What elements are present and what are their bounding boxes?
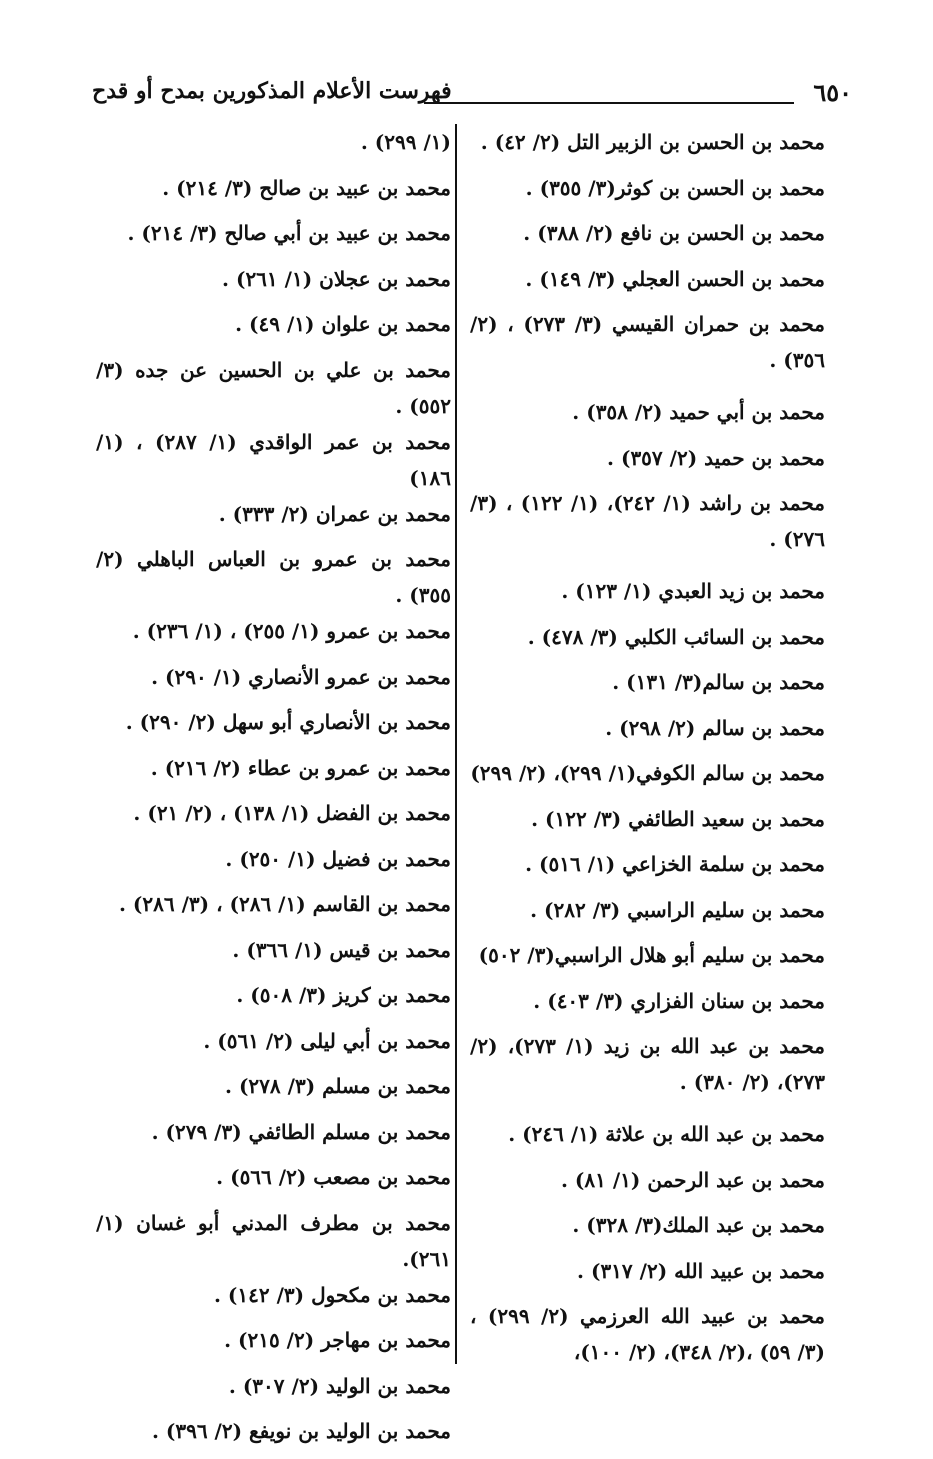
index-entry: محمد بن الحسن العجلي (٣/ ١٤٩) . [525,266,825,291]
index-entry: محمد بن سالم(٣/ ١٣١) . [612,670,825,694]
index-entry: محمد بن السائب الكلبي (٣/ ٤٧٨) . [527,624,825,649]
index-entry: (١/ ٢٩٩) . [360,130,451,154]
page-number: ٦٥٠ [813,78,852,107]
index-entry: محمد بن قيس (١/ ٣٦٦) . [232,937,451,962]
index-entry: محمد بن علوان (١/ ٤٩) . [235,312,451,336]
index-entry: محمد بن عمرو الأنصاري (١/ ٢٩٠) . [151,664,451,689]
index-entry: محمد بن مصعب (٢/ ٥٦٦) . [216,1165,451,1189]
index-entry: محمد بن مسلم الطائفي (٣/ ٢٧٩) . [151,1119,451,1144]
index-entry: محمد بن الفضل (١/ ١٣٨) ، (٢/ ٢١) . [133,801,451,825]
index-entry: محمد بن عمران (٢/ ٣٣٣) . [218,501,451,526]
index-entry: محمد بن عمر الواقدي (١/ ٢٨٧) ، (١/ ١٨٦) [96,429,451,490]
running-title: فهرست الأعلام المذكورين بمدح أو قدح [92,78,452,104]
index-entry: محمد بن سنان الفزاري (٣/ ٤٠٣) . [533,988,825,1013]
index-entry: محمد بن سالم (٢/ ٢٩٨) . [605,715,825,740]
index-entry: محمد بن سليم الراسبي (٣/ ٢٨٢) . [530,897,825,922]
index-entry: محمد بن الوليد (٢/ ٣٠٧) . [228,1373,451,1398]
index-entry: محمد بن زيد العبدي (١/ ١٢٣) . [561,579,825,603]
page-header [92,78,852,120]
index-entry: محمد بن مهاجر (٢/ ٢١٥) . [224,1328,451,1352]
index-entry: محمد بن مطرف المدني أبو غسان (١/ ٢٦١). [96,1210,451,1271]
index-entry: محمد بن عبيد الله العرزمي (٢/ ٢٩٩) ، (٣/ ٥٩) ،(٢/ ٣٤٨)، (٢/ ١٠٠)، [470,1304,825,1364]
index-entry: محمد بن حمران القيسي (٣/ ٢٧٣) ، (٢/ ٣٥٦) . [470,312,825,372]
index-entry: محمد بن فضيل (١/ ٢٥٠) . [225,846,451,871]
index-entry: محمد بن عبد الملك(٣/ ٣٢٨) . [572,1213,825,1237]
index-entry: محمد بن الحسن بن نافع (٢/ ٣٨٨) . [523,221,825,245]
index-entry: محمد بن سعيد الطائفي (٣/ ١٢٢) . [531,806,825,831]
index-entry: محمد بن عبيد بن أبي صالح (٣/ ٢١٤) . [127,221,451,245]
index-entry: محمد بن الوليد بن نويفع (٢/ ٣٩٦) . [151,1419,451,1443]
index-column-right [470,124,825,1386]
index-entry: محمد بن عبيد بن صالح (٣/ ٢١٤) . [162,175,451,200]
index-entry: محمد بن عبد الله بن علاثة (١/ ٢٤٦) . [508,1122,825,1146]
index-entry: محمد بن مكحول (٣/ ١٤٢) . [213,1282,451,1307]
index-entry: محمد بن أبي حميد (٢/ ٣٥٨) . [572,400,825,424]
index-entry: محمد بن الأنصاري أبو سهل (٢/ ٢٩٠) . [125,710,451,734]
index-entry: محمد بن عمرو بن عطاء (٢/ ٢١٦) . [150,755,451,780]
index-entry: محمد بن عبد الرحمن (١/ ٨١) . [561,1167,825,1192]
index-entry: محمد بن الحسن بن الزبير التل (٢/ ٤٢) . [480,130,825,154]
index-entry: محمد بن القاسم (١/ ٢٨٦) ، (٣/ ٢٨٦) . [119,892,451,916]
index-entry: محمد بن حميد (٢/ ٣٥٧) . [607,445,825,470]
index-entry: محمد بن الحسن بن كوثر(٣/ ٣٥٥) . [525,175,825,200]
index-entry: محمد بن عبد الله بن زيد (١/ ٢٧٣)، (٢/ ٢٧٣)، (٢/ ٣٨٠) . [470,1034,825,1094]
index-column-left [96,124,451,1459]
index-entry: محمد بن سالم الكوفي(١/ ٢٩٩)، (٢/ ٢٩٩) [470,761,825,785]
column-divider [455,124,457,1364]
header-rule [424,102,794,104]
index-entry: محمد بن كريز (٣/ ٥٠٨) . [236,983,451,1007]
index-entry: محمد بن عبيد الله (٢/ ٣١٧) . [577,1258,825,1283]
index-entry: محمد بن سليم أبو هلال الراسبي(٣/ ٥٠٢) [478,943,825,967]
index-entry: محمد بن عمرو (١/ ٢٥٥) ، (١/ ٢٣٦) . [132,619,451,643]
index-entry: محمد بن أبي ليلى (٢/ ٥٦١) . [203,1028,451,1053]
index-entry: محمد بن عمرو بن العباس الباهلي (٢/ ٣٥٥) . [96,547,451,607]
index-entry: محمد بن مسلم (٣/ ٢٧٨) . [225,1074,451,1098]
index-entry: محمد بن عجلان (١/ ٢٦١) . [222,266,451,291]
index-entry: محمد بن سلمة الخزاعي (١/ ٥١٦) . [525,852,825,876]
index-entry: محمد بن علي بن الحسين عن جده (٣/ ٥٥٢) . [96,357,451,418]
index-entry: محمد بن راشد (١/ ٢٤٢)، (١/ ١٢٢) ، (٣/ ٢٧٦) . [470,491,825,551]
